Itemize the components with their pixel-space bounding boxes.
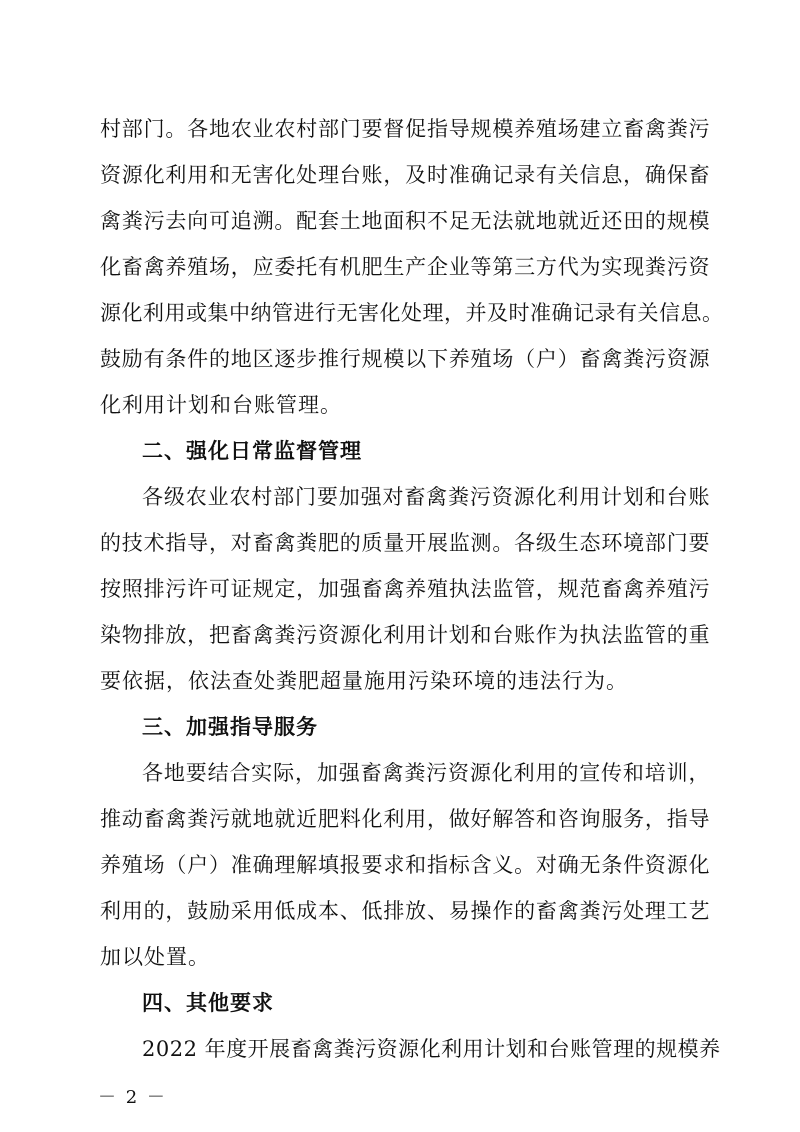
paragraph-line: 推动畜禽粪污就地就近肥料化利用，做好解答和咨询服务，指导 [100,807,710,831]
paragraph-line: 化利用计划和台账管理。 [100,393,342,417]
page-number: － 2 － [98,1087,167,1108]
paragraph-line: 源化利用或集中纳管进行无害化处理，并及时准确记录有关信息。 [100,301,724,325]
section-heading: 四、其他要求 [142,991,274,1015]
paragraph-line: 染物排放，把畜禽粪污资源化利用计划和台账作为执法监管的重 [100,623,710,647]
section-heading: 三、加强指导服务 [142,715,318,739]
paragraph-line: 各地要结合实际，加强畜禽粪污资源化利用的宣传和培训， [142,761,710,785]
paragraph-line: 养殖场（户）准确理解填报要求和指标含义。对确无条件资源化 [100,853,710,877]
paragraph-line: 资源化利用和无害化处理台账，及时准确记录有关信息，确保畜 [100,163,710,187]
paragraph-line: 村部门。各地农业农村部门要督促指导规模养殖场建立畜禽粪污 [100,117,710,141]
paragraph-line: 禽粪污去向可追溯。配套土地面积不足无法就地就近还田的规模 [100,209,710,233]
paragraph-line: 化畜禽养殖场，应委托有机肥生产企业等第三方代为实现粪污资 [100,255,710,279]
paragraph-line: 2022 年度开展畜禽粪污资源化利用计划和台账管理的规模养 [142,1037,721,1061]
paragraph-line: 按照排污许可证规定，加强畜禽养殖执法监管，规范畜禽养殖污 [100,577,710,601]
paragraph-line: 加以处置。 [100,945,210,969]
paragraph-line: 鼓励有条件的地区逐步推行规模以下养殖场（户）畜禽粪污资源 [100,347,710,371]
paragraph-line: 的技术指导，对畜禽粪肥的质量开展监测。各级生态环境部门要 [100,531,710,555]
paragraph-line: 要依据，依法查处粪肥超量施用污染环境的违法行为。 [100,669,628,693]
paragraph-line: 各级农业农村部门要加强对畜禽粪污资源化利用计划和台账 [142,485,710,509]
section-heading: 二、强化日常监督管理 [142,439,362,463]
paragraph-line: 利用的，鼓励采用低成本、低排放、易操作的畜禽粪污处理工艺 [100,899,710,923]
